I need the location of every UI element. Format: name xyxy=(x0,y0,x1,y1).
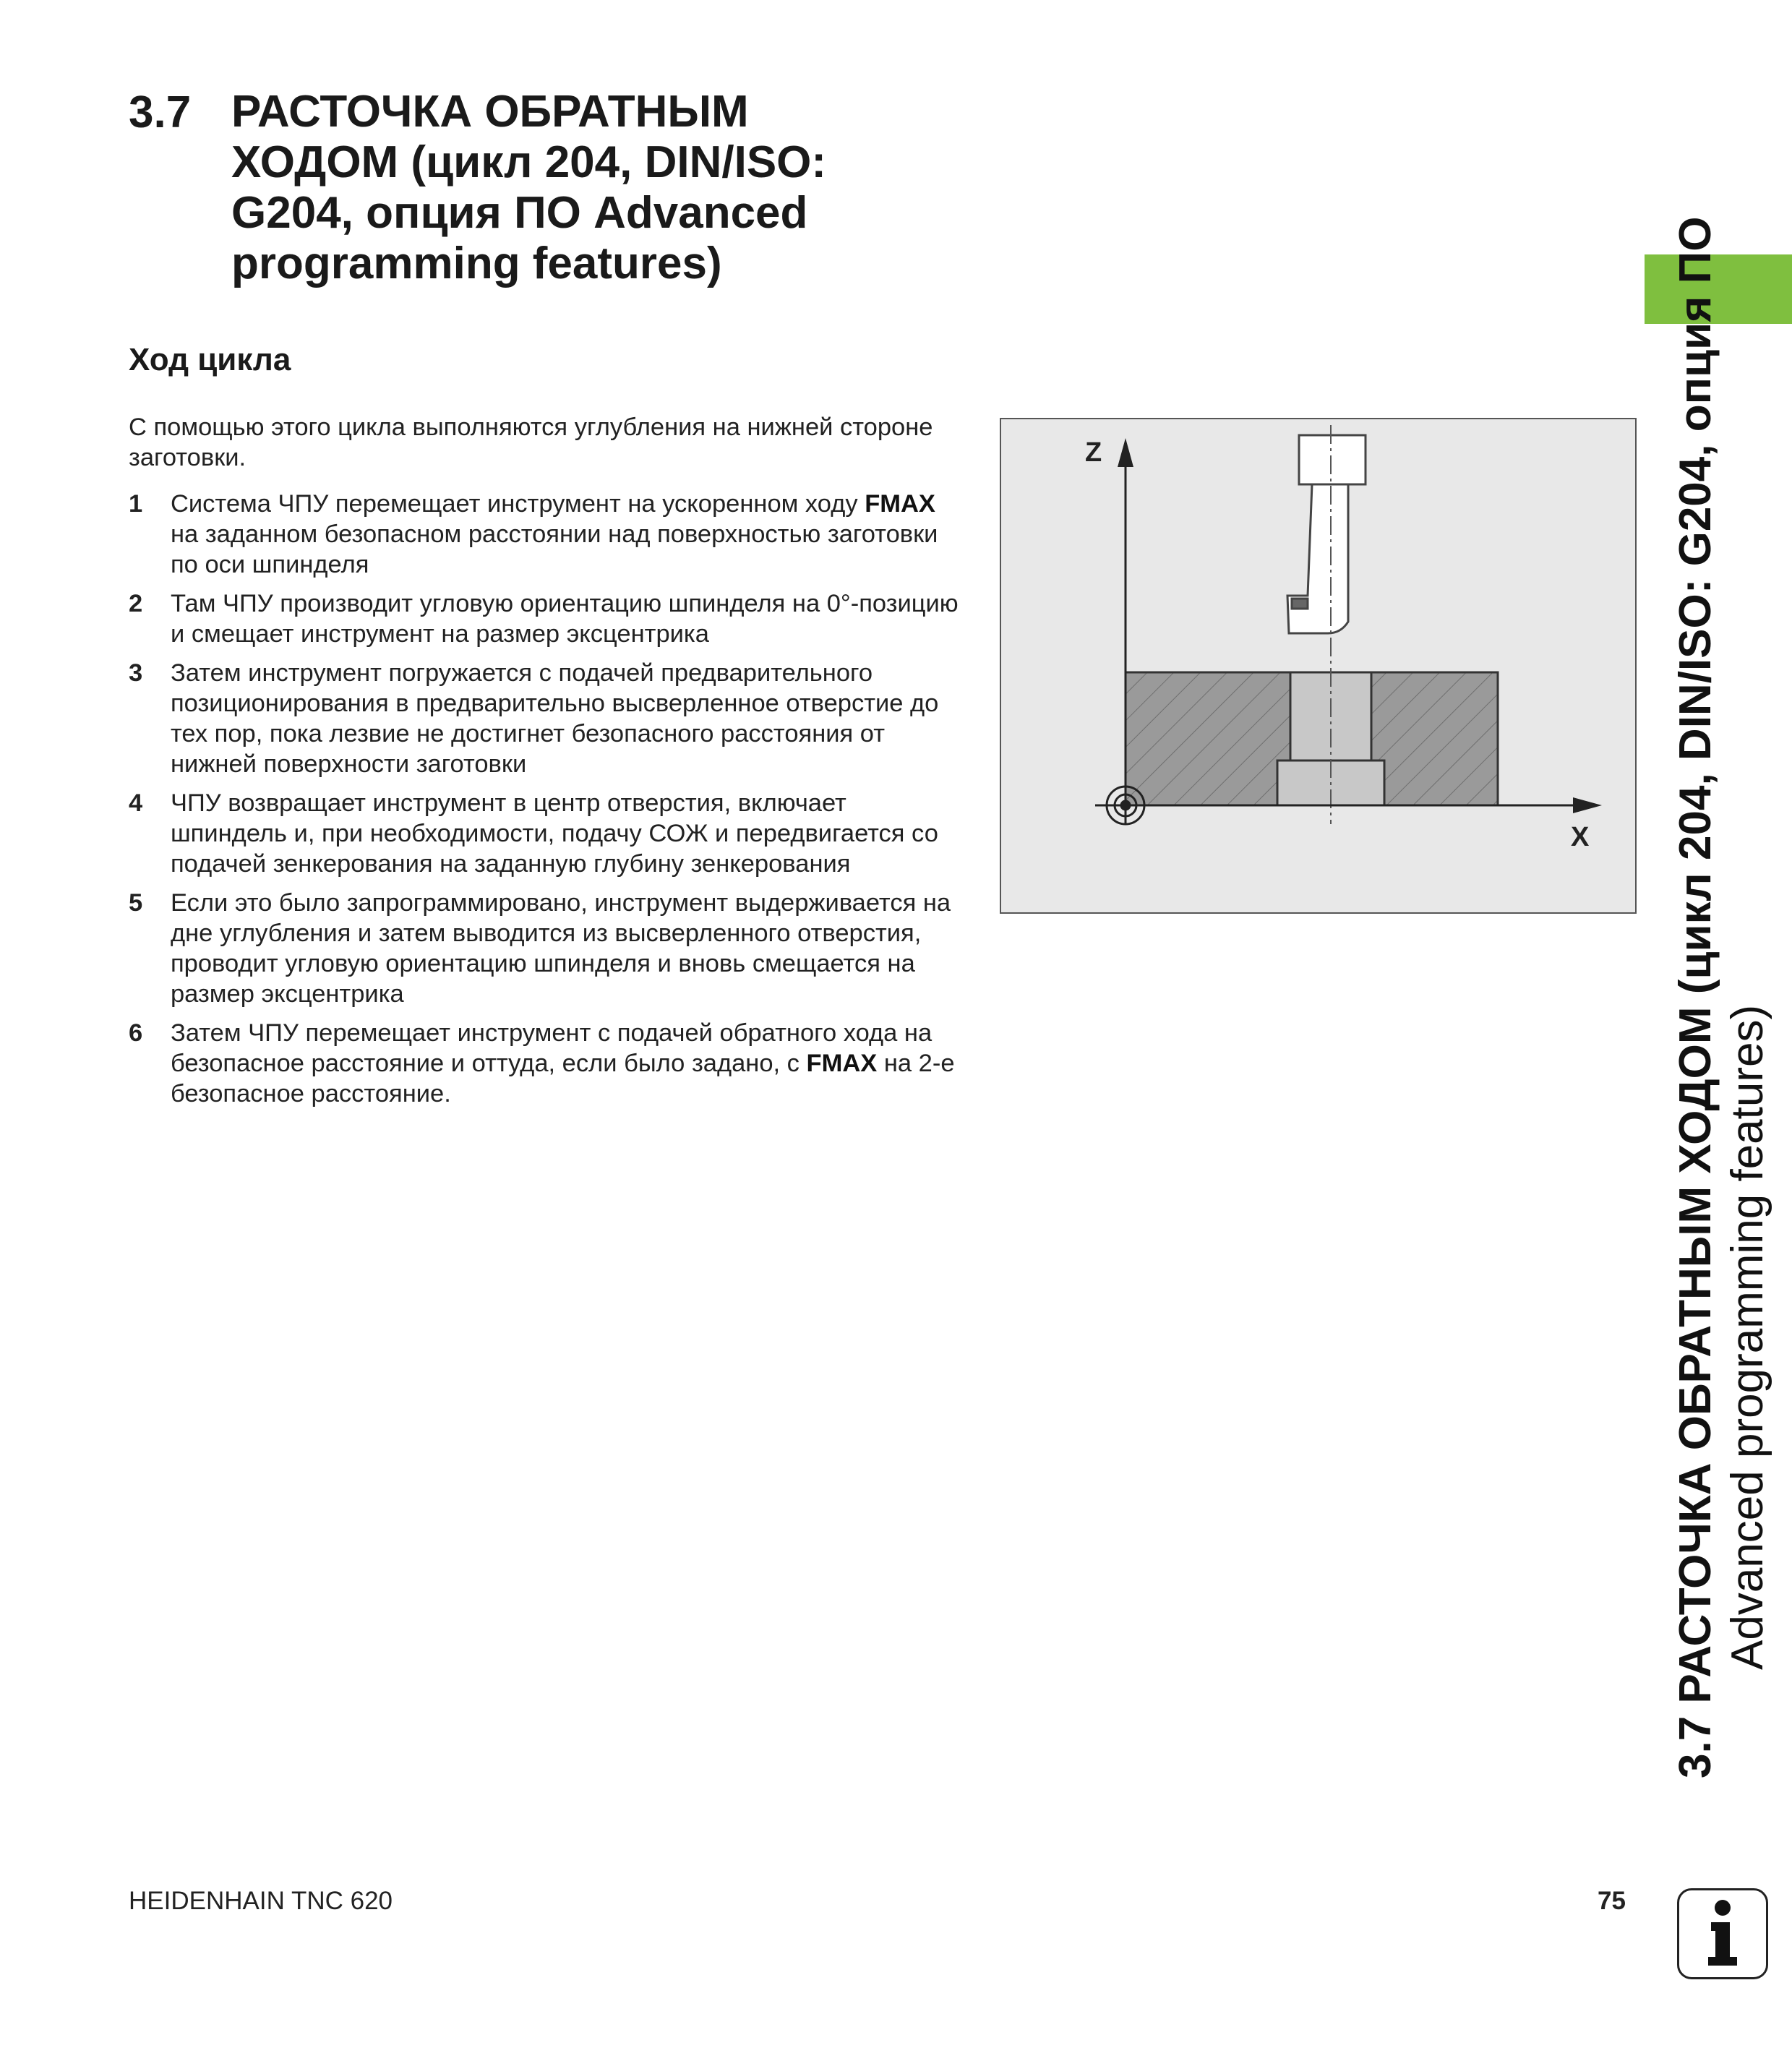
step-number: 6 xyxy=(129,1019,143,1047)
section-number: 3.7 xyxy=(129,87,192,137)
footer-manual-name: HEIDENHAIN TNC 620 xyxy=(129,1887,393,1915)
fmax-keyword: FMAX xyxy=(865,490,935,518)
subheading: Ход цикла xyxy=(129,342,291,377)
step-text: Там ЧПУ производит угловую ориентацию шпинделя на 0°-позицию и смещает инструмент на размер эксцентрика xyxy=(171,590,959,648)
step-text: Затем ЧПУ перемещает инструмент с подачей обратного хода на безопасное расстояние и оттуда, если было задано, с FMAX на 2-е безопасное расстояние. xyxy=(171,1019,955,1107)
back-boring-figure xyxy=(1000,418,1637,914)
step-text: Система ЧПУ перемещает инструмент на ускоренном ходу FMAX на заданном безопасном расстоянии над поверхностью заготовки по оси шпинделя xyxy=(171,490,938,578)
title-line: G204, опция ПО Advanced xyxy=(231,188,808,238)
title-line: ХОДОМ (цикл 204, DIN/ISO: xyxy=(231,137,827,187)
side-title-line-1: 3.7 РАСТОЧКА ОБРАТНЫМ ХОДОМ (цикл 204, DIN/ISO: G204, опция ПО xyxy=(1671,216,1720,1778)
page-title xyxy=(231,87,954,289)
step-item xyxy=(129,788,967,879)
tool xyxy=(1287,435,1366,633)
step-item xyxy=(129,588,967,649)
step-item xyxy=(129,489,967,580)
step-text: ЧПУ возвращает инструмент в центр отверстия, включает шпиндель и, при необходимости, подачу СОЖ и передвигается со подачей зенкерования на заданную глубину зенкерования xyxy=(171,789,938,878)
step-item xyxy=(129,888,967,1009)
x-axis-label: X xyxy=(1571,822,1590,852)
step-text: Затем инструмент погружается с подачей предварительного позиционирования в предварительно высверленное отверстие до тех пор, пока лезвие не достигнет безопасного расстояния от нижней поверхности заготовки xyxy=(171,659,939,778)
workpiece xyxy=(1126,672,1498,805)
fmax-keyword: FMAX xyxy=(806,1050,878,1077)
title-line: РАСТОЧКА ОБРАТНЫМ xyxy=(231,87,749,137)
intro-paragraph: С помощью этого цикла выполняются углубления на нижней стороне заготовки. xyxy=(129,414,933,471)
side-title-line-2: Advanced programming features) xyxy=(1723,1004,1772,1670)
step-number: 4 xyxy=(129,789,143,817)
step-item xyxy=(129,658,967,779)
title-line: programming features) xyxy=(231,239,722,288)
side-running-title xyxy=(1670,217,1774,1778)
step-number: 1 xyxy=(129,490,143,518)
step-number: 2 xyxy=(129,590,143,617)
z-axis-label: Z xyxy=(1085,437,1102,468)
step-text: Если это было запрограммировано, инструмент выдерживается на дне углубления и затем выводится из высверленного отверстия, проводит угловую ориентацию шпинделя и вновь смещается на размер эксцентрика xyxy=(171,889,951,1008)
step-number: 5 xyxy=(129,889,143,917)
steps-list xyxy=(129,489,967,1118)
step-item xyxy=(129,1018,967,1109)
info-icon xyxy=(1677,1888,1768,1979)
step-number: 3 xyxy=(129,659,143,687)
page-number: 75 xyxy=(1598,1887,1626,1915)
